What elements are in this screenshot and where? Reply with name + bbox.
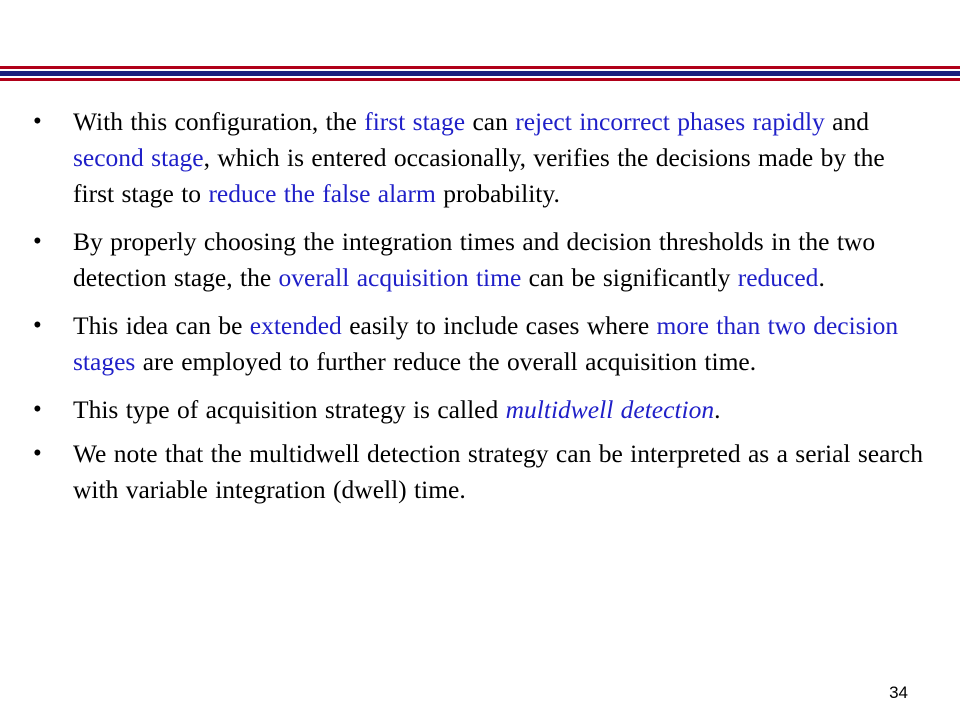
header-red-bottom-rule: [0, 78, 960, 81]
bullet-item-1: [33, 104, 928, 212]
header-red-top-rule: [0, 66, 960, 69]
bullet-1-text: With this configuration, the first stage can reject incorrect phases rapidly and second stage, which is entered occasionally, verifies the decisions made by the first stage to reduce the false alarm probability.: [73, 107, 885, 208]
bullet-dot-icon: •: [33, 108, 42, 135]
bullet-item-5: [33, 436, 928, 508]
bullet-dot-icon: •: [33, 440, 42, 467]
bullet-4-text: This type of acquisition strategy is called multidwell detection.: [73, 395, 721, 424]
bullet-5-text: We note that the multidwell detection strategy can be interpreted as a serial search with variable integration (dwell) time.: [73, 439, 923, 504]
bullet-list: [33, 104, 928, 520]
bullet-dot-icon: •: [33, 312, 42, 339]
header-blue-rule: [0, 71, 960, 76]
bullet-item-3: [33, 308, 928, 380]
bullet-3-text: This idea can be extended easily to include cases where more than two decision stages are employed to further reduce the overall acquisition time.: [73, 311, 899, 376]
bullet-dot-icon: •: [33, 228, 42, 255]
bullet-dot-icon: •: [33, 396, 42, 423]
bullet-2-text: By properly choosing the integration times and decision thresholds in the two detection stage, the overall acquisition time can be significantly reduced.: [73, 227, 876, 292]
bullet-item-2: [33, 224, 928, 296]
page-number: 34: [889, 683, 908, 702]
bullet-item-4: [33, 392, 928, 428]
